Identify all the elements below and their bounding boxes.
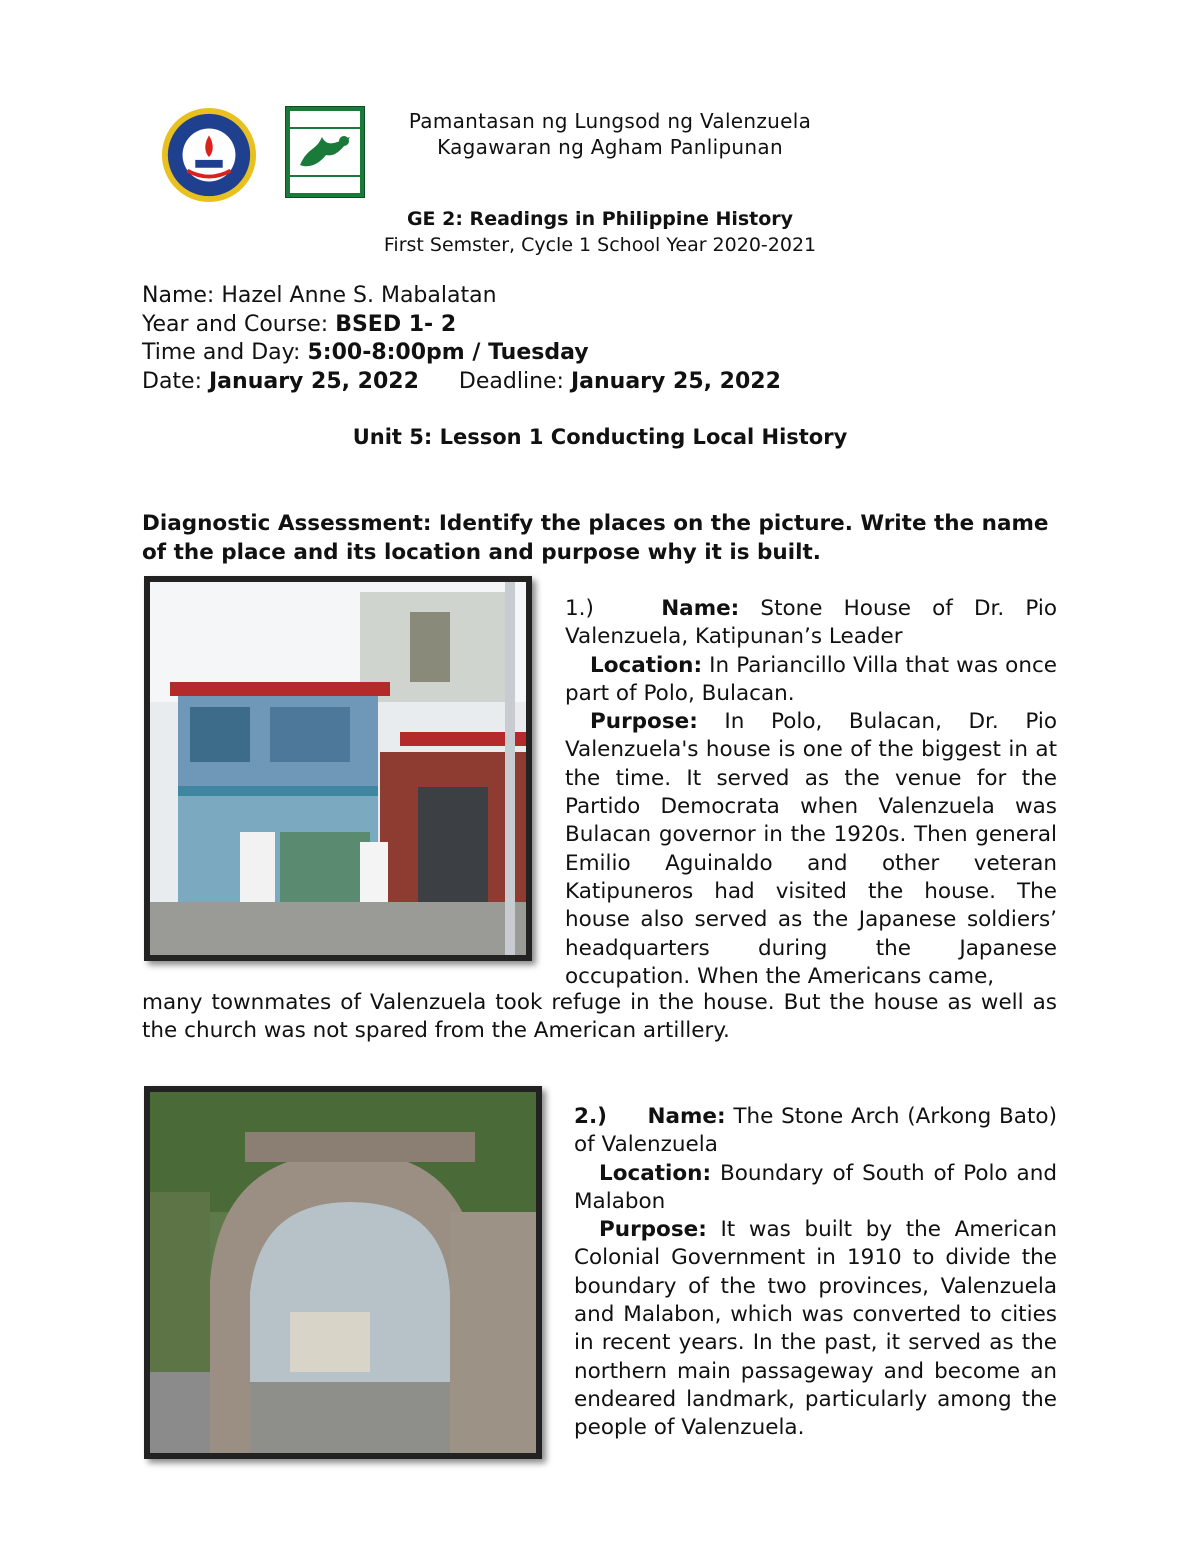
- entry-1-purpose-continued: many townmates of Valenzuela took refuge in the house. But the house as well as the church was not spared from the American artillery.: [142, 990, 1057, 1044]
- entry-name-label: Name:: [661, 596, 740, 621]
- entry-purpose-value: It was built by the American Colonial Government in 1910 to divide the boundary of the two provinces, Valenzuela and Malabon, which was converted to cities in recent years. In the past, it served as the northern main passageway and become an endeared landmark, particularly among the people of Valenzuela.: [574, 1217, 1057, 1441]
- stone-house-photo: [144, 576, 532, 961]
- deadline-value: January 25, 2022: [570, 368, 781, 394]
- entry-purpose-value: In Polo, Bulacan, Dr. Pio Valenzuela's house is one of the biggest in at the time. It served as the venue for the Partido Democrata when Valenzuela was Bulacan governor in the 1920s. Then general Emilio Aguinaldo and other veteran Katipuneros had visited the house. The house also served as the Japanese soldiers’ headquarters during the Japanese occupation. When the Americans came,: [565, 709, 1057, 989]
- deadline-label: Deadline:: [458, 368, 564, 394]
- name-value: Hazel Anne S. Mabalatan: [221, 283, 497, 308]
- course-block: [340, 206, 860, 258]
- university-name: Pamantasan ng Lungsod ng Valenzuela: [408, 109, 812, 133]
- name-line: [142, 282, 781, 311]
- year-course-label: Year and Course:: [142, 311, 329, 337]
- year-course-value: BSED 1- 2: [335, 311, 457, 337]
- time-day-label: Time and Day:: [142, 340, 301, 365]
- semester-line: First Semster, Cycle 1 School Year 2020-2021: [383, 234, 817, 256]
- course-title: GE 2: Readings in Philippine History: [406, 208, 794, 230]
- entry-location-value: Boundary of South of Polo and Malabon: [574, 1160, 1058, 1214]
- instructions: Diagnostic Assessment: Identify the places on the picture. Write the name of the place and its location and purpose why it is built.: [142, 511, 1049, 565]
- entry-location-label: Location:: [599, 1160, 712, 1186]
- entry-location-label: Location:: [590, 652, 703, 678]
- time-day-line: [142, 339, 781, 368]
- lesson-title: Unit 5: Lesson 1 Conducting Local History: [352, 425, 848, 449]
- date-label: Date:: [142, 368, 202, 394]
- college-of-education-logo: [160, 106, 258, 204]
- year-course-line: [142, 311, 781, 340]
- entry-name-label: Name:: [647, 1104, 726, 1129]
- name-label: Name:: [142, 283, 215, 308]
- entry-purpose-label: Purpose:: [599, 1217, 707, 1243]
- entry-purpose-label: Purpose:: [590, 709, 698, 735]
- social-sciences-department-logo: [285, 106, 365, 198]
- entry-number: 2.): [574, 1104, 607, 1129]
- student-info: [142, 282, 781, 396]
- entry-name-value: The Stone Arch (Arkong Bato) of Valenzuela: [574, 1104, 1057, 1158]
- date-line: [142, 368, 781, 397]
- department-name: Kagawaran ng Agham Panlipunan: [437, 135, 783, 159]
- date-value: January 25, 2022: [209, 368, 419, 394]
- entry-number: 1.): [565, 596, 594, 621]
- time-day-value: 5:00-8:00pm / Tuesday: [307, 340, 589, 365]
- entry-location-value: In Pariancillo Villa that was once part of Polo, Bulacan.: [565, 652, 1057, 706]
- stone-arch-photo: [144, 1086, 542, 1459]
- entry-name-value: Stone House of Dr. Pio Valenzuela, Katipunan’s Leader: [565, 596, 1057, 650]
- header-text: [360, 108, 860, 160]
- entry-2: [574, 1103, 1057, 1443]
- entry-1: [565, 595, 1057, 991]
